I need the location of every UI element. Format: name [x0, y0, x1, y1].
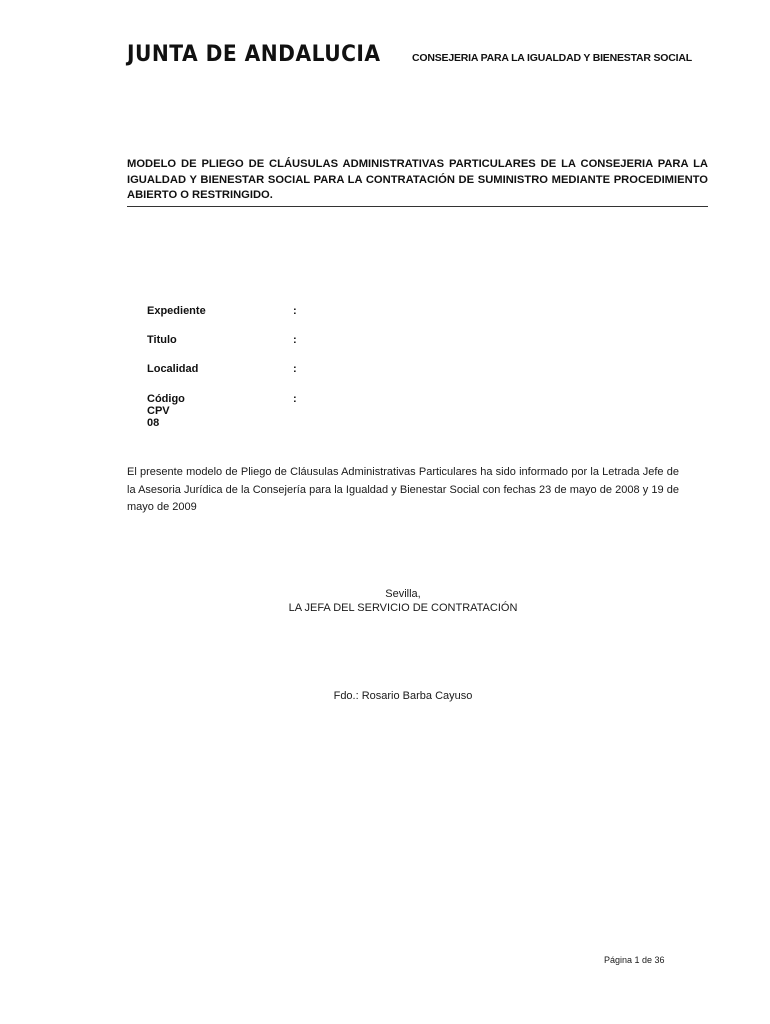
field-separator: :	[293, 334, 297, 347]
field-label: Titulo	[147, 334, 177, 347]
signature-city: Sevilla,	[385, 588, 421, 600]
signature-name: Fdo.: Rosario Barba Cayuso	[333, 690, 473, 702]
field-separator: :	[293, 363, 297, 376]
department-header: CONSEJERIA PARA LA IGUALDAD Y BIENESTAR SOCIAL	[412, 52, 692, 64]
signature-role: LA JEFA DEL SERVICIO DE CONTRATACIÓN	[288, 602, 518, 614]
report-paragraph: El presente modelo de Pliego de Cláusulas Administrativas Particulares ha sido informado por la Letrada Jefe de la Asesoria Jurídica de la Consejería para la Igualdad y Bienestar Social con fechas 23 de mayo de 2008 y 19 de mayo de 2009	[127, 466, 679, 513]
field-label: Localidad	[147, 363, 199, 376]
document-title: MODELO DE PLIEGO DE CLÁUSULAS ADMINISTRATIVAS PARTICULARES DE LA CONSEJERIA PARA LA IGUALDAD Y BIENESTAR SOCIAL PARA LA CONTRATACIÓN DE SUMINISTRO MEDIANTE PROCEDIMIENTO ABIERTO O RESTRINGIDO.	[127, 157, 708, 207]
page-number: Página 1 de 36	[604, 955, 665, 965]
field-label: Expediente	[147, 305, 206, 317]
junta-de-andalucia-logo: JUNTA DE ANDALUCIA	[127, 42, 381, 67]
field-separator: :	[293, 392, 297, 405]
field-separator: :	[293, 305, 297, 317]
field-label: Código CPV 08	[147, 392, 185, 429]
